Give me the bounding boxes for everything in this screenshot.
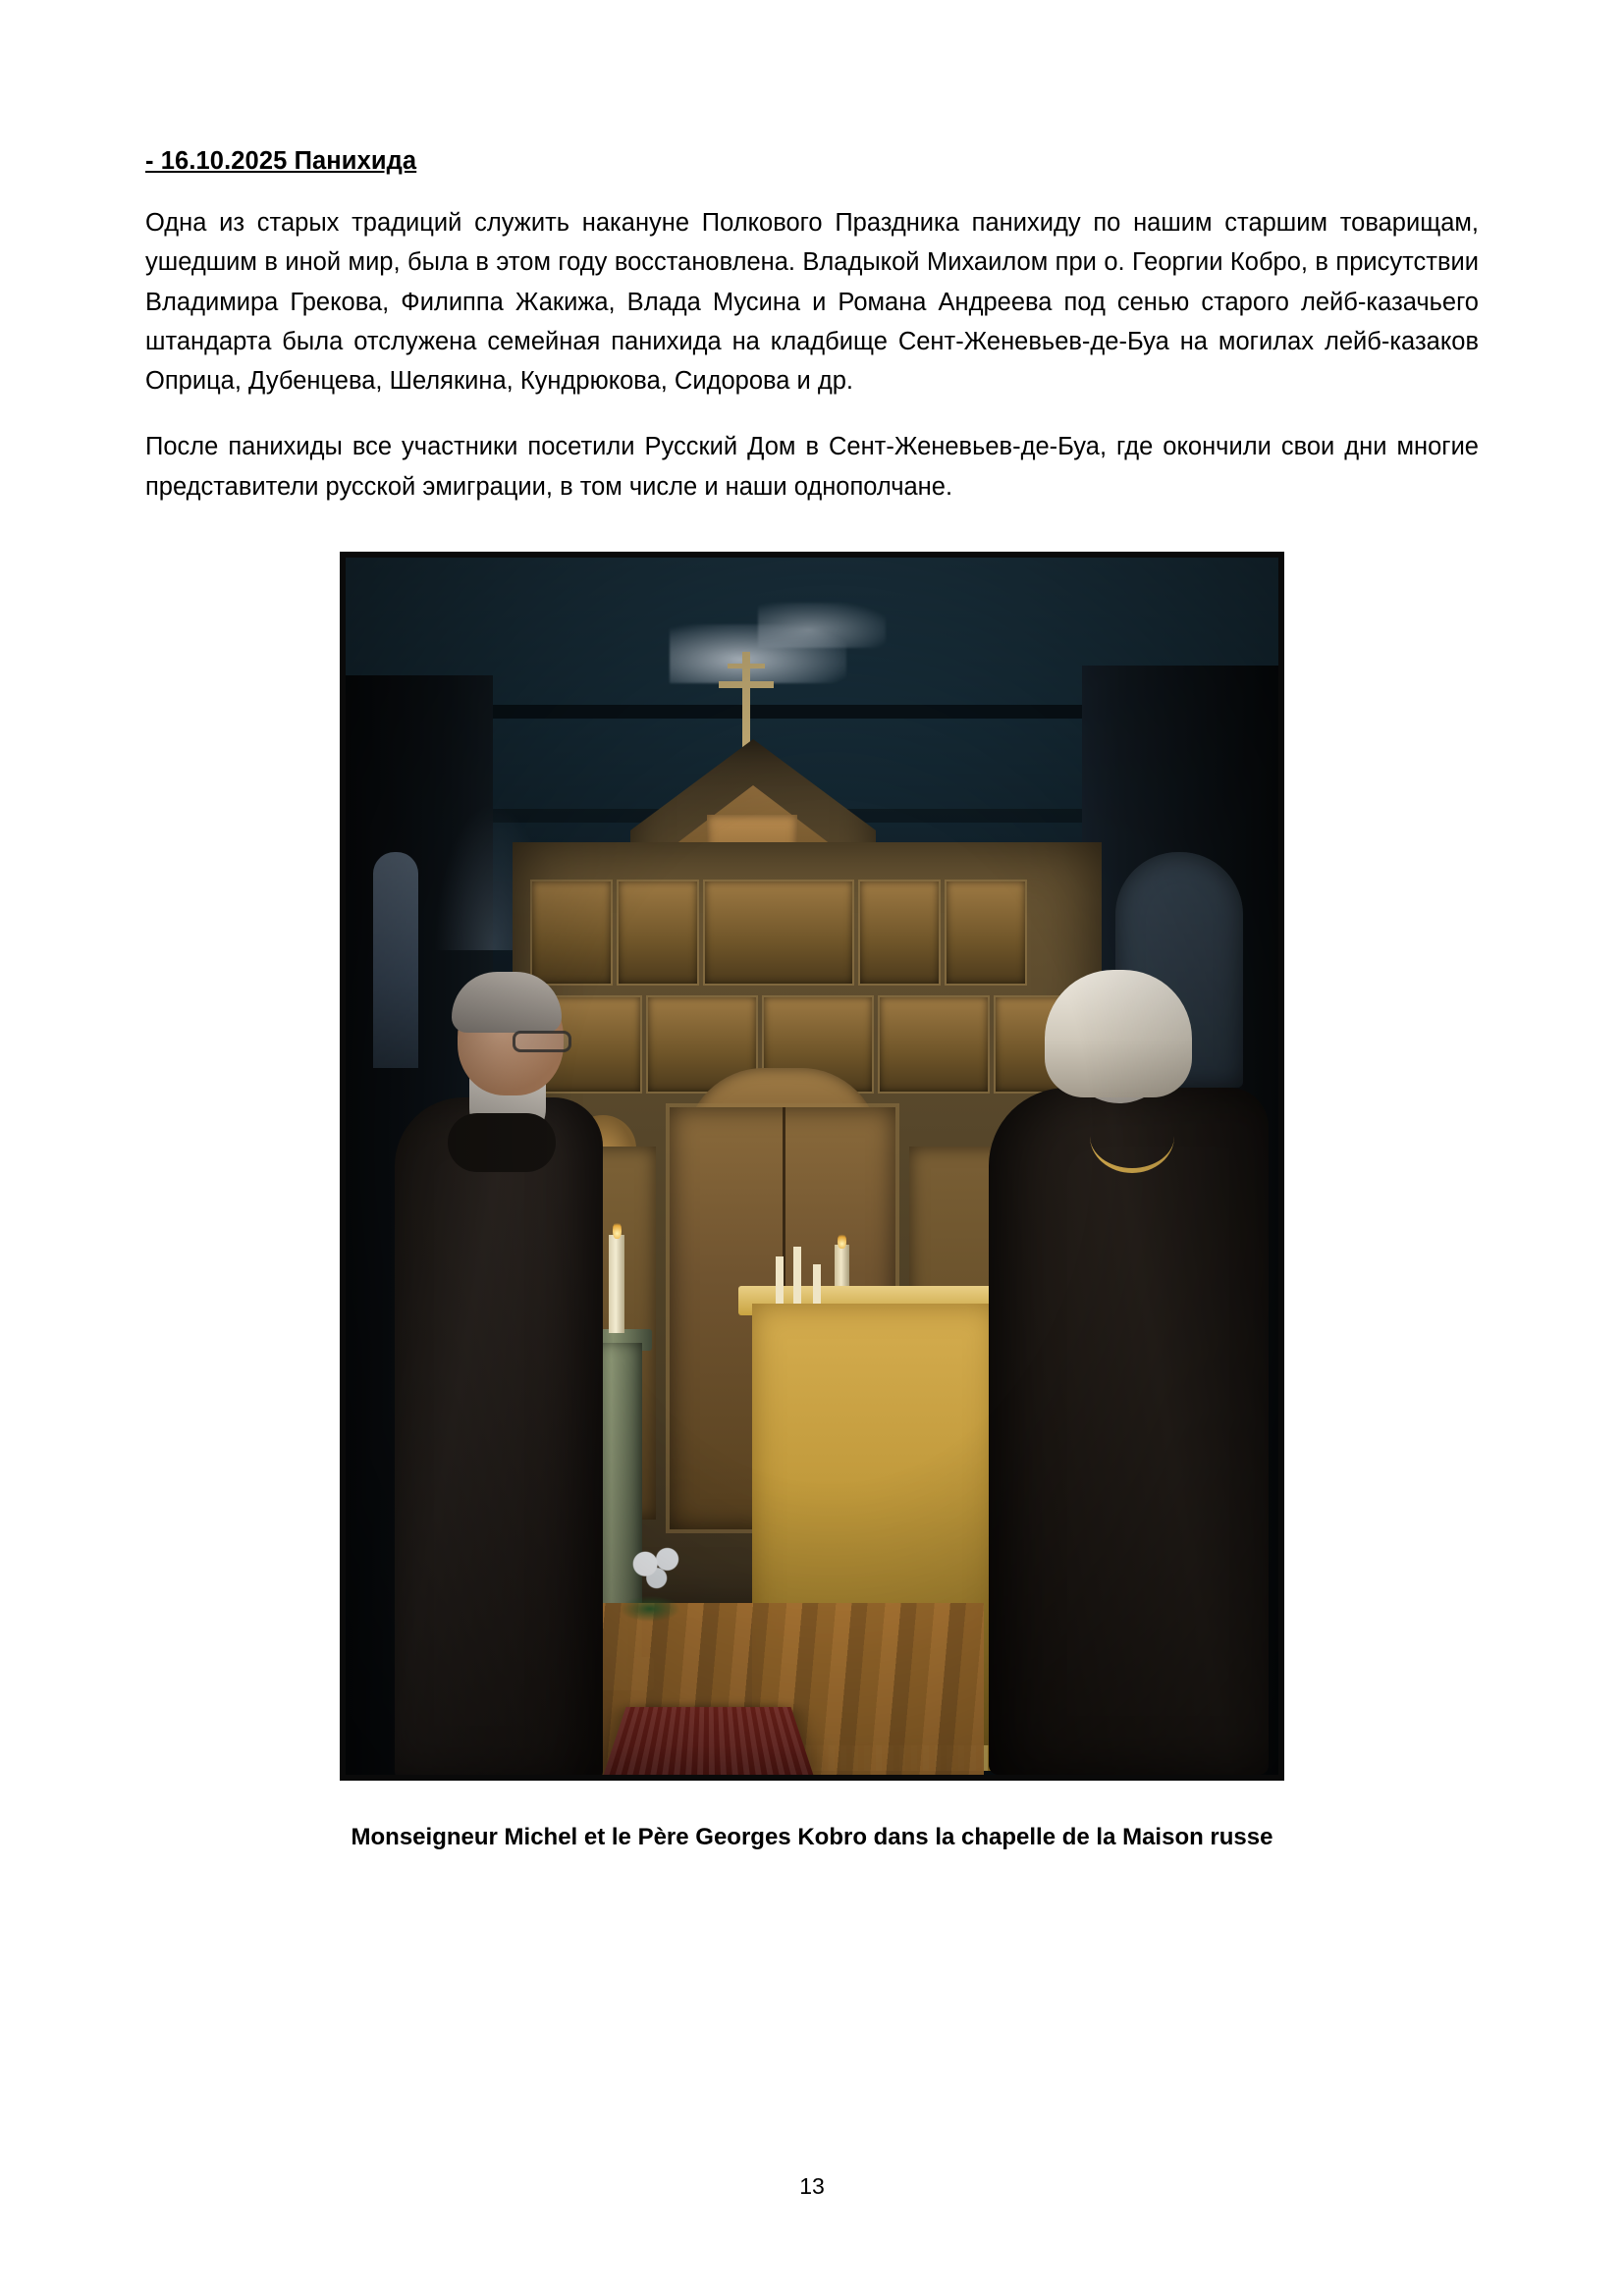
hair xyxy=(1045,970,1192,1097)
coat xyxy=(395,1097,603,1781)
candle xyxy=(793,1247,801,1304)
glasses-icon xyxy=(513,1031,571,1052)
icon-panel xyxy=(705,881,852,984)
page-heading: - 16.10.2025 Панихида xyxy=(145,147,417,175)
page-number: 13 xyxy=(799,2173,825,2199)
icon-panel xyxy=(880,997,988,1092)
cross-icon xyxy=(728,664,765,668)
greenery xyxy=(621,1596,679,1622)
person-priest-left xyxy=(375,980,621,1775)
paragraph-2: После панихиды все участники посетили Русский Дом в Сент-Женевьев-де-Буа, где окончили свои дни многие представители русской эмиграции, в том числе и наши однополчане. xyxy=(145,433,1479,501)
flowers xyxy=(626,1545,689,1592)
icon-row xyxy=(532,881,1025,984)
candle xyxy=(813,1264,821,1304)
icon-panel xyxy=(860,881,939,984)
pectoral-chain xyxy=(1090,1099,1174,1173)
photograph xyxy=(340,552,1284,1781)
paragraph-1: Одна из старых традиций служить накануне Полкового Праздника панихиду по нашим старшим товарищам, ушедшим в иной мир, была в этом году восстановлена. Владыкой Михаилом при о. Георгии Кобро, в присутствии Владимира Грекова, Филиппа Жакижа, Влада Мусина и Романа Андреева под сенью старого лейб-казачьего штандарта была отслужена семейная панихида на кладбище Сент-Женевьев-де-Буа на могилах лейб-казаков Оприца, Дубенцева, Шелякина, Кундрюкова, Сидорова и др. xyxy=(145,209,1479,396)
red-carpet-runner xyxy=(603,1707,814,1777)
ceiling-cloud-painting xyxy=(758,603,886,648)
icon-panel xyxy=(619,881,697,984)
hair xyxy=(452,972,562,1033)
candle xyxy=(776,1256,784,1304)
figure-caption: Monseigneur Michel et le Père Georges Kobro dans la chapelle de la Maison russe xyxy=(351,1823,1273,1850)
cassock xyxy=(989,1088,1269,1775)
icon-panel xyxy=(532,881,611,984)
icon-panel xyxy=(947,881,1025,984)
chapel-interior-illustration xyxy=(346,558,1278,1775)
person-bishop-right xyxy=(974,970,1269,1775)
scarf xyxy=(448,1113,556,1172)
candle-group xyxy=(770,1245,848,1304)
figure xyxy=(145,552,1479,1851)
cross-icon xyxy=(719,681,774,688)
